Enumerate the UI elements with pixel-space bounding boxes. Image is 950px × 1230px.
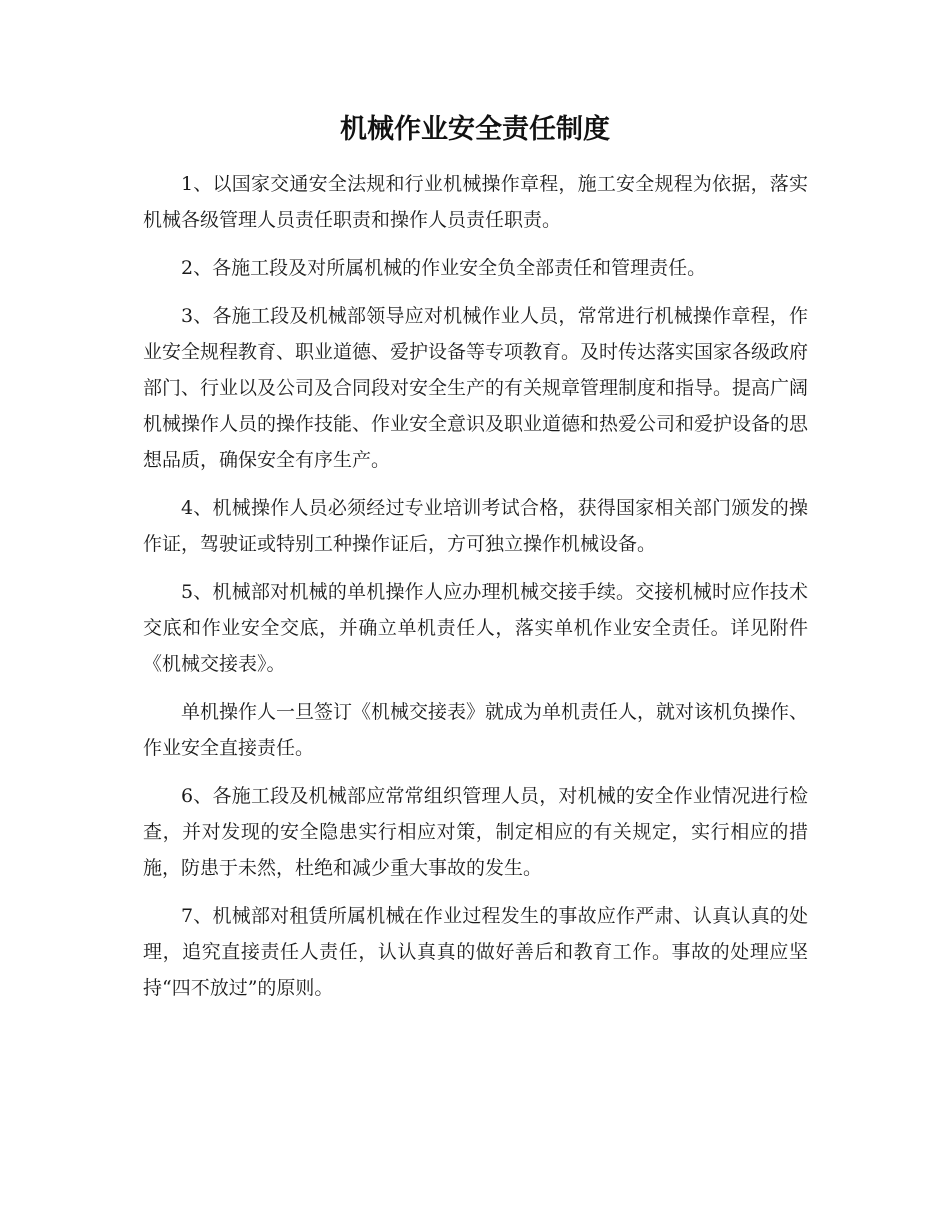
paragraph-3: 3、各施工段及机械部领导应对机械作业人员，常常进行机械操作章程，作业安全规程教育、职业道德、爱护设备等专项教育。及时传达落实国家各级政府部门、行业以及公司及合同段对安全生产的有关规章管理制度和指导。提高广阔机械操作人员的操作技能、作业安全意识及职业道德和热爱公司和爱护设备的思想品质，确保安全有序生产。 (143, 305, 809, 471)
paragraph-5-note: 单机操作人一旦签订《机械交接表》就成为单机责任人，就对该机负操作、作业安全直接责任。 (143, 701, 809, 759)
paragraph-4: 4、机械操作人员必须经过专业培训考试合格，获得国家相关部门颁发的操作证，驾驶证或特别工种操作证后，方可独立操作机械设备。 (143, 497, 808, 555)
document-body (143, 166, 808, 1018)
paragraph-7: 7、机械部对租赁所属机械在作业过程发生的事故应作严肃、认真认真的处理，追究直接责任人责任，认认真真的做好善后和教育工作。事故的处理应坚持“四不放过”的原则。 (143, 905, 808, 999)
paragraph-2: 2、各施工段及对所属机械的作业安全负全部责任和管理责任。 (181, 257, 707, 279)
document-title: 机械作业安全责任制度 (340, 114, 610, 145)
paragraph-1: 1、以国家交通安全法规和行业机械操作章程，施工安全规程为依据，落实机械各级管理人员责任职责和操作人员责任职责。 (143, 173, 808, 231)
paragraph-6: 6、各施工段及机械部应常常组织管理人员，对机械的安全作业情况进行检查，并对发现的安全隐患实行相应对策，制定相应的有关规定，实行相应的措施，防患于未然，杜绝和减少重大事故的发生。 (143, 785, 808, 879)
paragraph-5: 5、机械部对机械的单机操作人应办理机械交接手续。交接机械时应作技术交底和作业安全交底，并确立单机责任人，落实单机作业安全责任。详见附件《机械交接表》。 (143, 581, 808, 675)
